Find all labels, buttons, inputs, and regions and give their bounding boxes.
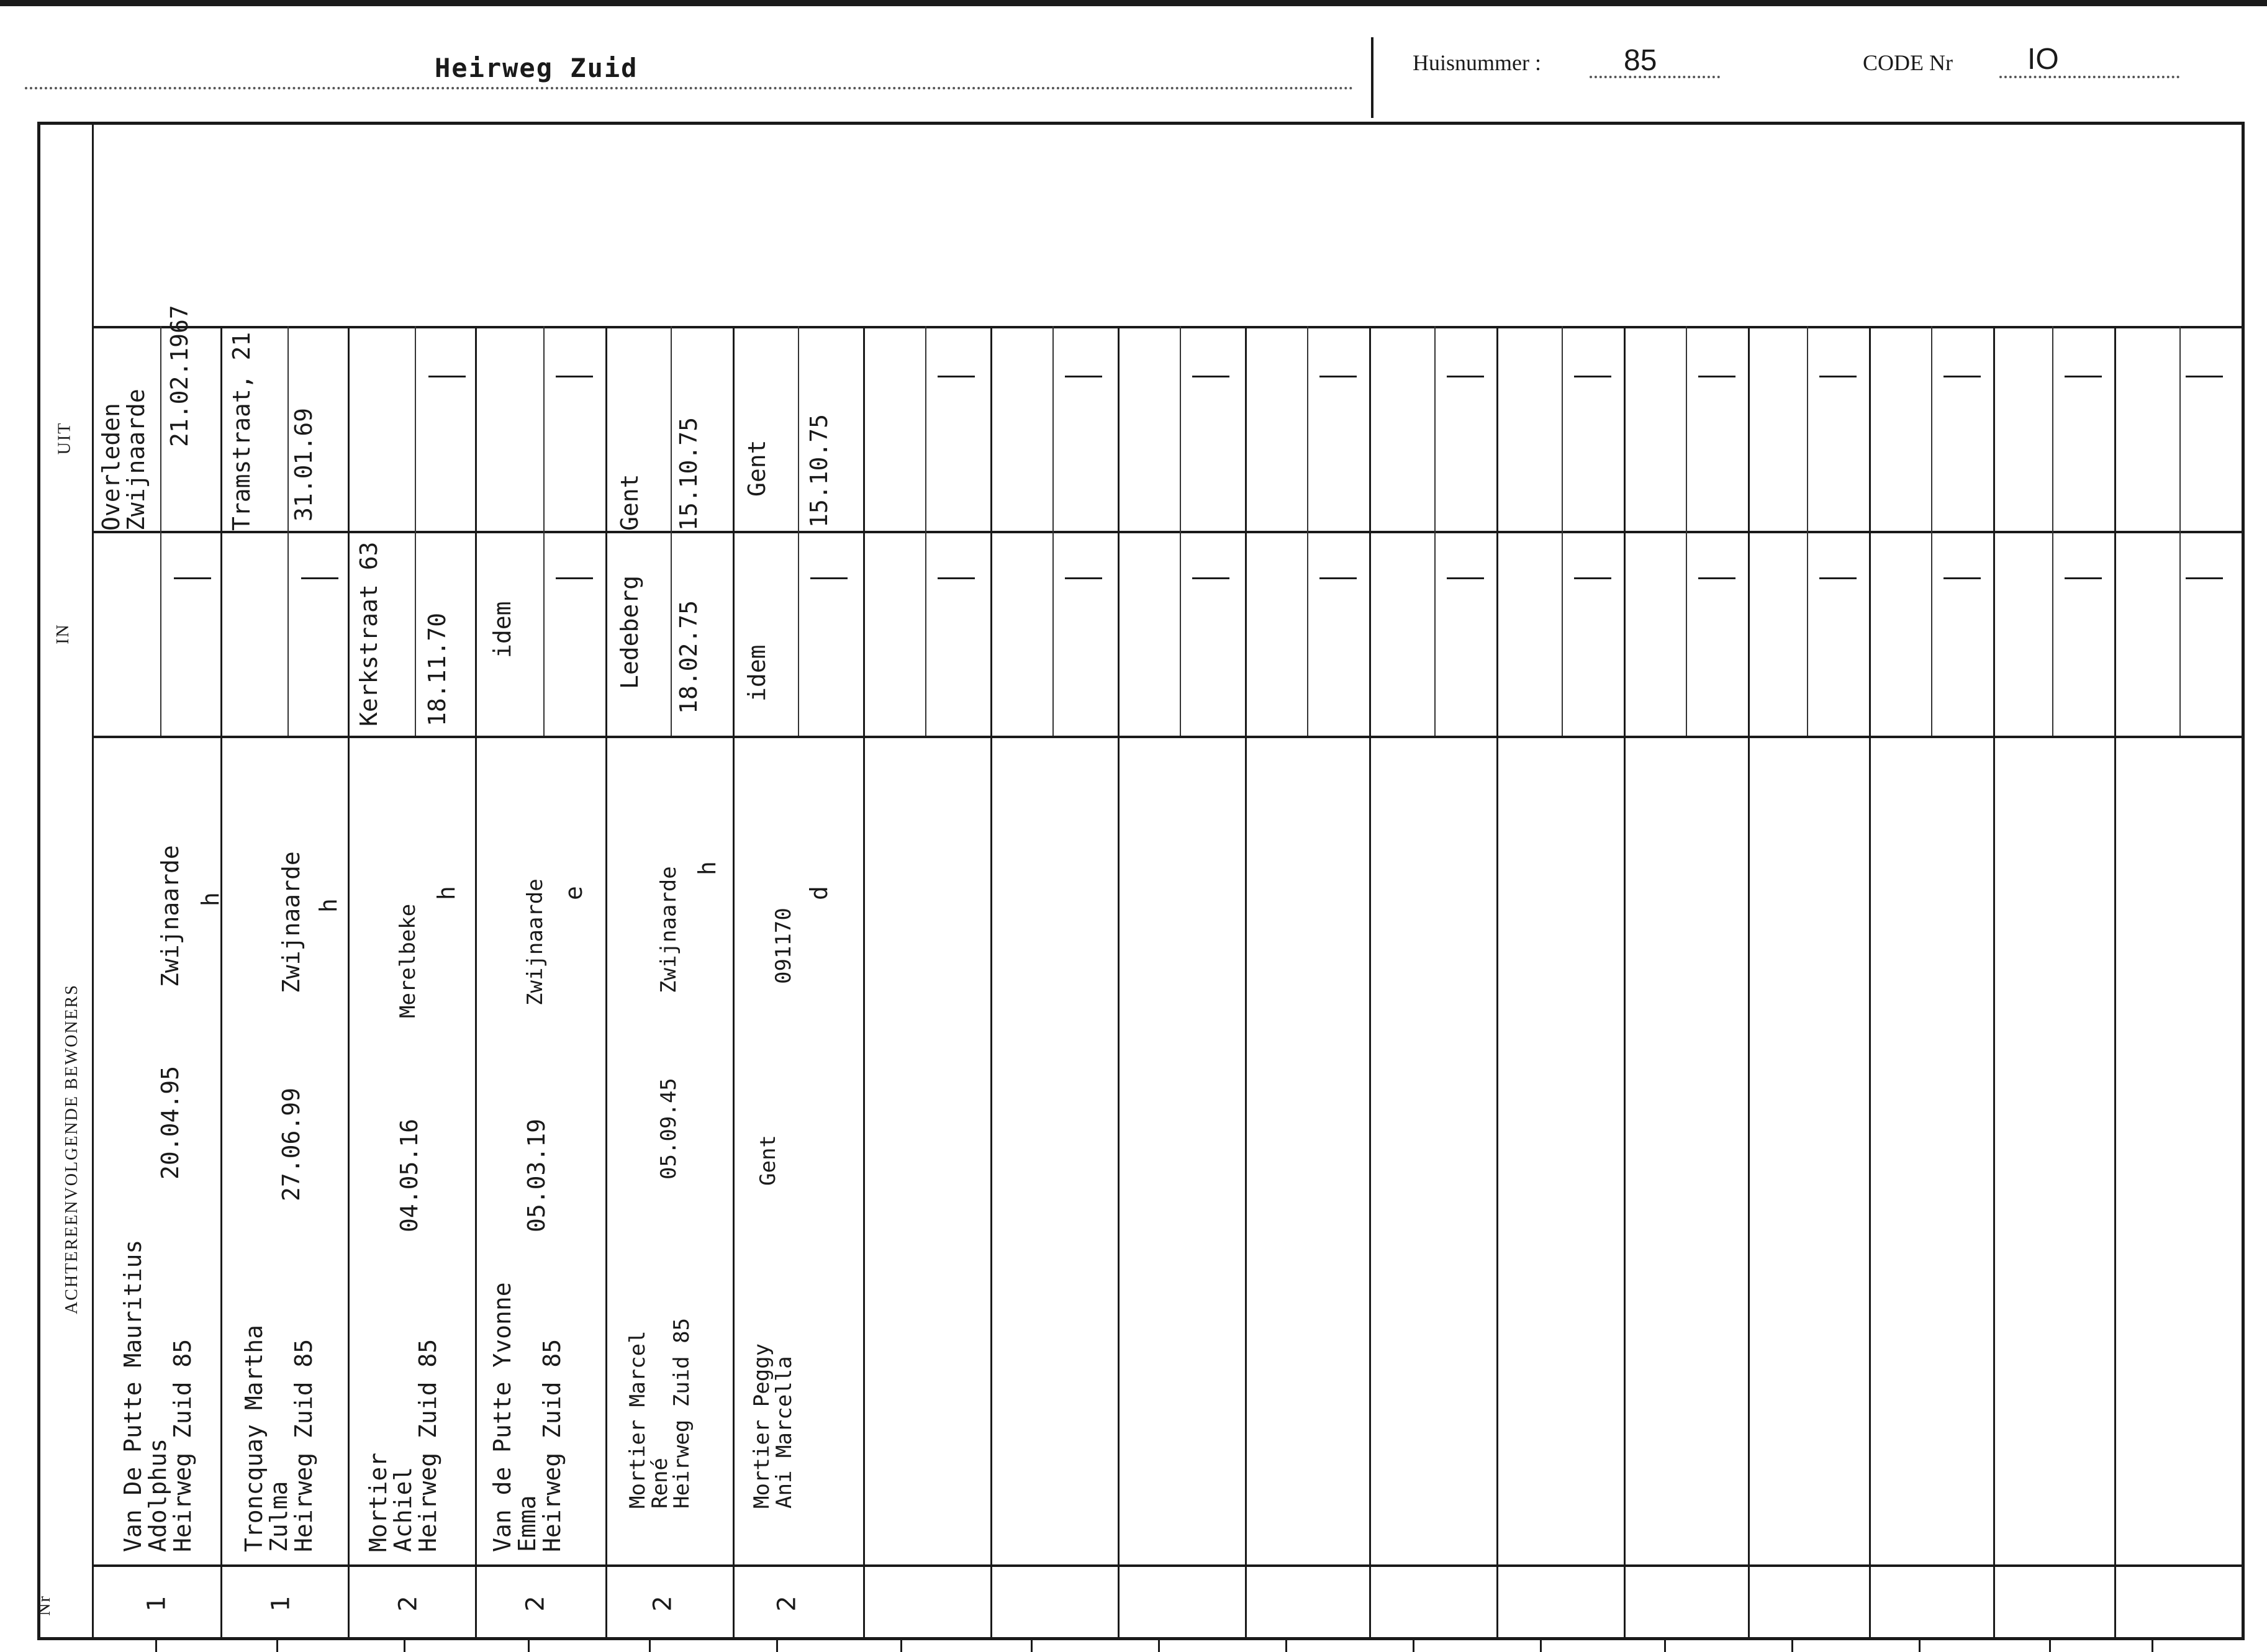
in-place-6: idem [743, 644, 771, 702]
bottom-tick [528, 1639, 530, 1652]
bottom-tick [1158, 1639, 1160, 1652]
nr-4: 2 [521, 1596, 550, 1612]
nr-2: 1 [266, 1596, 296, 1612]
resident-2-birthplace: Zwijnaarde [278, 851, 305, 993]
in-dash [1819, 577, 1857, 579]
bottom-tick [404, 1639, 405, 1652]
col-divider [2114, 326, 2116, 1640]
resident-6-birthplace: 091170 [771, 908, 796, 984]
uit-dash [556, 376, 593, 377]
sub-divider [160, 326, 161, 736]
resident-5-mark: h [694, 861, 721, 875]
row-label-nr: Nr [34, 1595, 54, 1616]
col-divider [990, 326, 992, 1640]
uit-dash [428, 376, 466, 377]
nr-5: 2 [648, 1596, 677, 1612]
bottom-tick [649, 1639, 651, 1652]
nr-3: 2 [394, 1596, 423, 1612]
col-divider [1245, 326, 1247, 1640]
street-field [25, 37, 1354, 89]
line-nr-top [93, 1564, 2245, 1567]
sub-divider [671, 326, 672, 736]
bottom-tick [1413, 1639, 1414, 1652]
resident-3: Mortier Achiel Heirweg Zuid 85 [364, 1338, 441, 1552]
sub-divider [1807, 326, 1808, 736]
col-divider [733, 326, 735, 1640]
col-divider [220, 326, 222, 1640]
col-divider [1118, 326, 1120, 1640]
col-divider [605, 326, 607, 1640]
resident-1: Van De Putte Mauritius Adolphus Heirweg Zuid 85 [119, 1239, 196, 1552]
row-label-uit: UIT [55, 422, 75, 455]
uit-date-1: 21.02.1967 [166, 305, 193, 447]
resident-5-birth: 05.09.45 [656, 1078, 681, 1180]
in-dash [556, 577, 593, 579]
sub-divider [1562, 326, 1563, 736]
uit-dash [1447, 376, 1484, 377]
in-dash [1943, 577, 1981, 579]
resident-1-mark: h [197, 892, 224, 906]
bottom-tick [2152, 1639, 2153, 1652]
uit-place-5: Gent [616, 474, 643, 531]
in-dash [301, 577, 338, 579]
uit-date-2: 31.01.69 [290, 407, 317, 521]
bottom-tick [1540, 1639, 1542, 1652]
bottom-tick [2049, 1639, 2051, 1652]
sub-divider [1052, 326, 1054, 736]
in-dash [1574, 577, 1611, 579]
sub-divider [543, 326, 545, 736]
resident-4-birthplace: Zwijnaarde [523, 878, 548, 1006]
in-dash [810, 577, 848, 579]
resident-6: Mortier Peggy Ani Marcella [749, 1343, 797, 1509]
nr-6: 2 [772, 1596, 802, 1612]
col-divider [475, 326, 477, 1640]
in-dash [2186, 577, 2223, 579]
uit-dash [1574, 376, 1611, 377]
bottom-tick [776, 1639, 778, 1652]
sub-divider [798, 326, 799, 736]
in-date-5: 18.02.75 [675, 600, 702, 714]
in-place-3: Kerkstraat 63 [355, 541, 382, 726]
uit-dash [1192, 376, 1229, 377]
col-divider [1869, 326, 1871, 1640]
resident-2-birth: 27.06.99 [278, 1087, 305, 1201]
uit-dash [1065, 376, 1102, 377]
sub-divider [1434, 326, 1436, 736]
bottom-tick [1031, 1639, 1033, 1652]
uit-dash [938, 376, 975, 377]
bottom-tick [1664, 1639, 1666, 1652]
in-dash [1192, 577, 1229, 579]
resident-4: Van de Putte Yvonne Emma Heirweg Zuid 85 [489, 1282, 566, 1552]
in-dash [1698, 577, 1735, 579]
in-dash [174, 577, 211, 579]
nr-1: 1 [142, 1596, 171, 1612]
huisnummer-dots [1590, 76, 1720, 78]
uit-place-6: Gent [743, 440, 771, 497]
in-date-3: 18.11.70 [423, 612, 451, 726]
uit-dash [1319, 376, 1357, 377]
resident-5: Mortier Marcel René Heirweg Zuid 85 [625, 1317, 695, 1509]
resident-3-mark: h [433, 886, 460, 900]
sub-divider [2179, 326, 2181, 736]
col-divider [1993, 326, 1995, 1640]
row-label-bewoners: ACHTEREENVOLGENDE BEWONERS [61, 984, 81, 1314]
in-dash [938, 577, 975, 579]
row-label-in: IN [53, 623, 73, 644]
uit-dash [2186, 376, 2223, 377]
resident-4-mark: e [560, 886, 587, 900]
top-border [0, 0, 2267, 6]
col-divider [1496, 326, 1498, 1640]
uit-place-2: Tramstraat, 21 [228, 332, 255, 531]
in-place-5: Ledeberg [616, 575, 643, 689]
sub-divider [1686, 326, 1687, 736]
sub-divider [1307, 326, 1308, 736]
resident-5-birthplace: Zwijnaarde [656, 866, 681, 993]
col-divider [1369, 326, 1371, 1640]
sub-divider [1180, 326, 1181, 736]
code-value: IO [2027, 43, 2059, 76]
sub-divider [287, 326, 289, 736]
sub-divider [2052, 326, 2053, 736]
uit-place-1: Overleden Zwijnaarde [97, 389, 150, 531]
bottom-tick [155, 1639, 157, 1652]
uit-dash [1698, 376, 1735, 377]
uit-dash [1819, 376, 1857, 377]
resident-3-birth: 04.05.16 [396, 1118, 423, 1232]
in-place-4: idem [489, 601, 516, 658]
resident-1-birthplace: Zwijnaarde [156, 845, 184, 987]
bottom-tick [1285, 1639, 1287, 1652]
resident-6-mark: d [805, 886, 833, 900]
header-separator [1371, 37, 1373, 118]
resident-2: Troncquay Martha Zulma Heirweg Zuid 85 [240, 1324, 317, 1552]
uit-dash [2065, 376, 2102, 377]
in-dash [2065, 577, 2102, 579]
resident-3-birthplace: Merelbeke [396, 903, 420, 1018]
huisnummer-value: 85 [1624, 44, 1657, 77]
resident-4-birth: 05.03.19 [523, 1118, 550, 1232]
sub-divider [1931, 326, 1932, 736]
col-divider [1624, 326, 1626, 1640]
in-dash [1319, 577, 1357, 579]
col-divider [348, 326, 350, 1640]
line-bewoners-top [93, 736, 2245, 738]
street-name: Heirweg Zuid [435, 53, 638, 83]
uit-date-5: 15.10.75 [675, 417, 702, 531]
label-column-border [92, 122, 94, 1640]
uit-date-6: 15.10.75 [805, 413, 833, 528]
code-dots [1999, 76, 2179, 78]
col-divider [863, 326, 865, 1640]
sub-divider [415, 326, 416, 736]
in-dash [1065, 577, 1102, 579]
sub-divider [925, 326, 926, 736]
bottom-tick [1919, 1639, 1921, 1652]
code-label: CODE Nr [1863, 50, 1953, 75]
huisnummer-label: Huisnummer : [1413, 50, 1541, 75]
in-dash [1447, 577, 1484, 579]
resident-6-birth: Gent [756, 1135, 781, 1186]
bottom-tick [900, 1639, 902, 1652]
bottom-tick [276, 1639, 278, 1652]
resident-2-mark: h [315, 898, 342, 913]
uit-dash [1943, 376, 1981, 377]
bottom-tick [1791, 1639, 1793, 1652]
col-divider [1748, 326, 1750, 1640]
resident-1-birth: 20.04.95 [156, 1065, 184, 1180]
